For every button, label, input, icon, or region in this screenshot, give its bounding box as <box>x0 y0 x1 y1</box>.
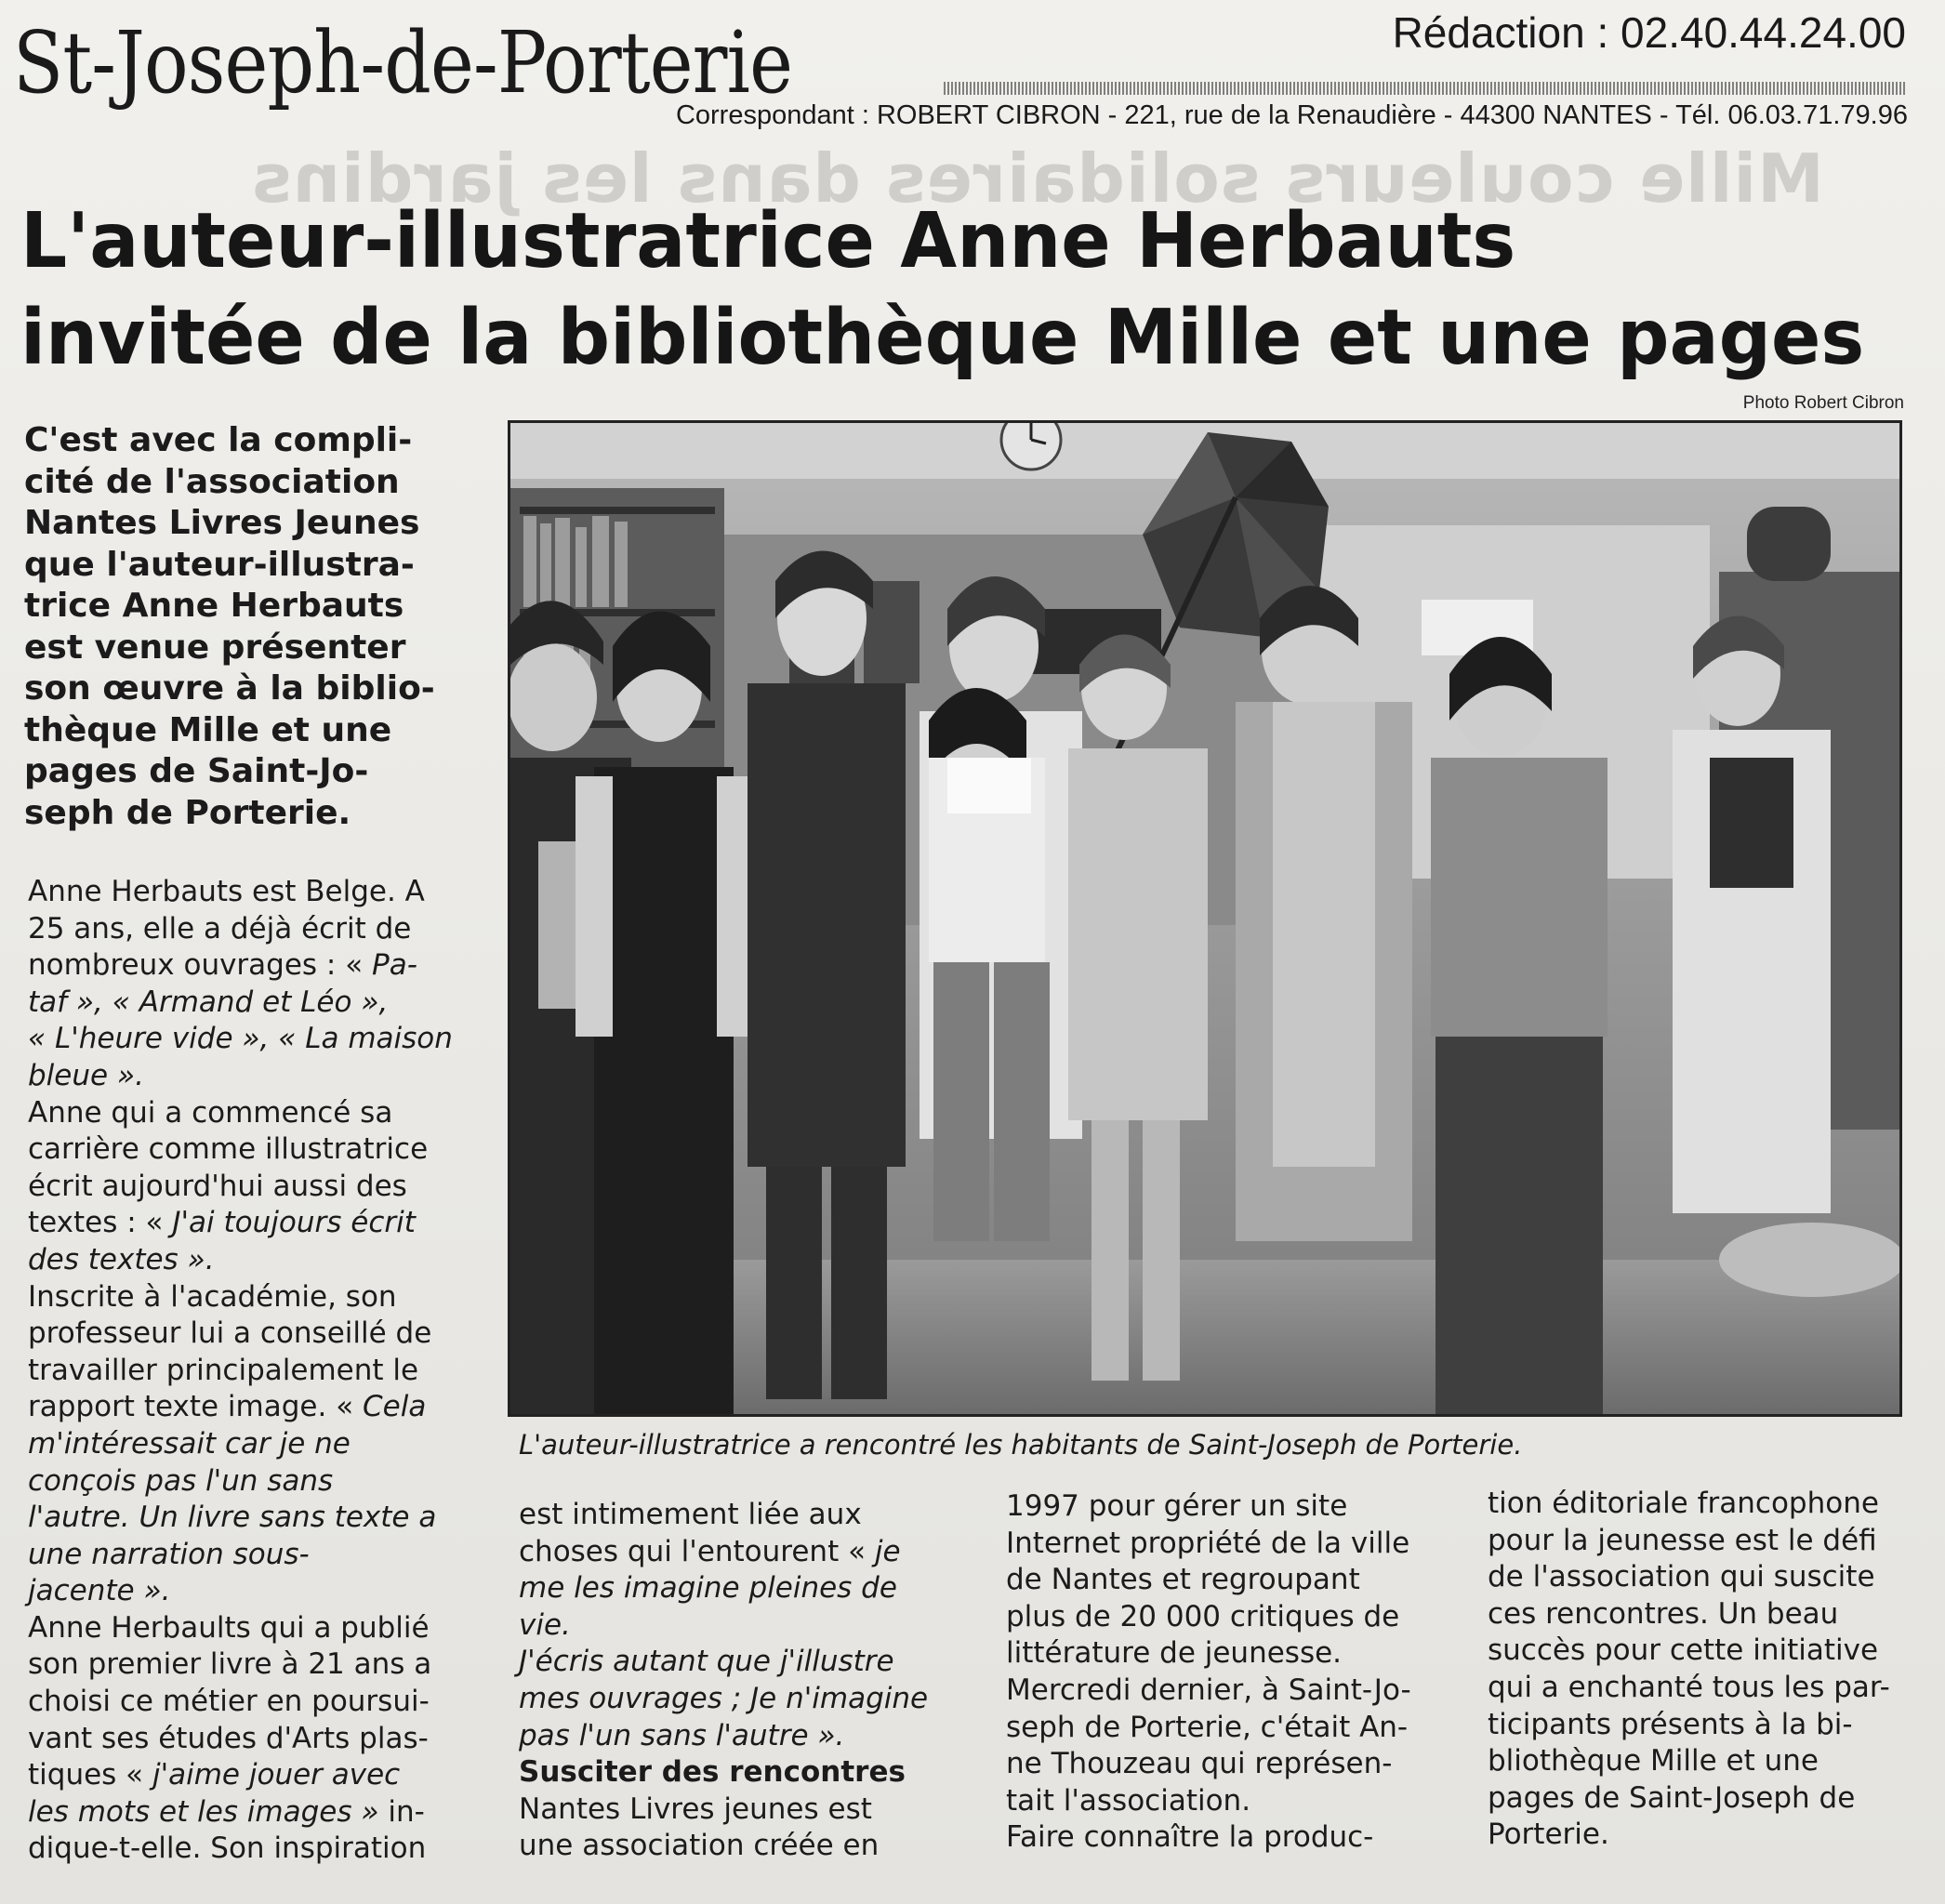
text-line: pas l'un sans l'autre ». <box>519 1718 845 1752</box>
text-line: Nantes Livres jeunes est <box>519 1792 872 1826</box>
text-line: pour la jeunesse est le défi <box>1488 1523 1877 1557</box>
text-line: jacente ». <box>28 1574 171 1608</box>
text-line: succès pour cette initiative <box>1488 1633 1879 1668</box>
lede-line: C'est avec la compli- <box>24 421 413 459</box>
text-line: tait l'association. <box>1006 1783 1251 1818</box>
article-column-4 <box>1488 1486 1890 1854</box>
text-line: Inscrite à l'académie, son <box>28 1279 397 1314</box>
text-line: 1997 pour gérer un site <box>1006 1489 1348 1523</box>
text-line: seph de Porterie, c'était An- <box>1006 1710 1409 1744</box>
lede-line: trice Anne Herbauts <box>24 587 404 625</box>
photo-credit: Photo Robert Cibron <box>1742 393 1904 413</box>
text-line: bliothèque Mille et une <box>1488 1744 1819 1778</box>
lede-line: seph de Porterie. <box>24 793 351 832</box>
text-line: conçois pas l'un sans <box>28 1463 334 1498</box>
text-line: nombreux ouvrages : « Pa- <box>28 948 417 983</box>
text-line: ne Thouzeau qui représen- <box>1006 1747 1393 1781</box>
text-line: des textes ». <box>28 1242 215 1276</box>
text-line: tiques « j'aime jouer avec <box>28 1758 401 1792</box>
text-line: Faire connaître la produc- <box>1006 1820 1374 1855</box>
text-line: professeur lui a conseillé de <box>28 1316 432 1351</box>
group-photo <box>508 420 1902 1417</box>
text-line: Anne Herbaults qui a publié <box>28 1610 430 1645</box>
text-line: une narration sous- <box>28 1537 310 1571</box>
text-line: choses qui l'entourent « je <box>519 1534 901 1568</box>
text-line: Porterie. <box>1488 1818 1609 1852</box>
text-line: une association créée en <box>519 1829 880 1863</box>
text-line: tion éditoriale francophone <box>1488 1487 1879 1520</box>
text-line: m'intéressait car je ne <box>28 1426 351 1461</box>
text-line: dique-t-elle. Son inspiration <box>28 1831 427 1866</box>
text-line: plus de 20 000 critiques de <box>1006 1599 1400 1633</box>
headline-line-2: invitée de la bibliothèque Mille et une pages <box>20 294 1865 382</box>
text-line: de l'association qui suscite <box>1488 1560 1875 1594</box>
text-line: vant ses études d'Arts plas- <box>28 1721 429 1755</box>
article-column-1 <box>28 874 453 1868</box>
text-line: Anne qui a commencé sa <box>28 1095 393 1130</box>
text-line: écrit aujourd'hui aussi des <box>28 1169 407 1203</box>
article-headline <box>20 193 1865 387</box>
text-line: Mercredi dernier, à Saint-Jo- <box>1006 1673 1411 1707</box>
text-line: 25 ans, elle a déjà écrit de <box>28 911 412 945</box>
show-through-headline: Mille couleurs solidaires dans les jardins <box>251 139 1824 218</box>
text-line: choisi ce métier en poursui- <box>28 1685 430 1719</box>
redaction-phone: Rédaction : 02.40.44.24.00 <box>1392 8 1906 57</box>
text-line: rapport texte image. « Cela <box>28 1390 427 1424</box>
hatched-rule <box>944 82 1906 95</box>
text-line: carrière comme illustratrice <box>28 1132 429 1167</box>
section-title: St-Joseph-de-Porterie <box>13 13 793 112</box>
text-line: textes : « J'ai toujours écrit <box>28 1206 416 1240</box>
text-line: ticipants présents à la bi- <box>1488 1707 1853 1741</box>
lede-line: que l'auteur-illustra- <box>24 545 415 584</box>
lede-line: Nantes Livres Jeunes <box>24 504 420 542</box>
text-line: qui a enchanté tous les par- <box>1488 1670 1890 1704</box>
text-line: Internet propriété de la ville <box>1006 1526 1410 1560</box>
text-line: bleue ». <box>28 1058 144 1092</box>
text-line: travailler principalement le <box>28 1353 419 1387</box>
text-line: Anne Herbauts est Belge. A <box>28 875 425 908</box>
lede-line: est venue présenter <box>24 628 406 667</box>
text-line: J'écris autant que j'illustre <box>519 1645 894 1679</box>
article-lede <box>24 420 452 834</box>
lede-line: pages de Saint-Jo- <box>24 752 369 790</box>
text-line: taf », « Armand et Léo », <box>28 985 389 1019</box>
correspondant-line: Correspondant : ROBERT CIBRON - 221, rue de la Renaudière - 44300 NANTES - Tél. 06.03.71.79.96 <box>675 100 1908 130</box>
text-line: mes ouvrages ; Je n'imagine <box>519 1681 929 1715</box>
text-line: de Nantes et regroupant <box>1006 1563 1360 1597</box>
article-column-3 <box>1006 1488 1411 1857</box>
text-line: est intimement liée aux <box>519 1498 862 1531</box>
text-line: ces rencontres. Un beau <box>1488 1596 1839 1631</box>
text-line: pages de Saint-Joseph de <box>1488 1780 1856 1815</box>
text-line: son premier livre à 21 ans a <box>28 1647 432 1682</box>
photo-illustration <box>510 423 1899 1414</box>
lede-line: cité de l'association <box>24 462 400 501</box>
photo-caption: L'auteur-illustratrice a rencontré les habitants de Saint-Joseph de Porterie. <box>519 1429 1523 1461</box>
headline-line-1: L'auteur-illustratrice Anne Herbauts <box>20 197 1516 285</box>
text-line: les mots et les images » in- <box>28 1794 425 1829</box>
text-line: littérature de jeunesse. <box>1006 1636 1343 1671</box>
text-line: me les imagine pleines de <box>519 1571 897 1606</box>
lede-line: son œuvre à la biblio- <box>24 669 435 707</box>
text-line: « L'heure vide », « La maison <box>28 1022 453 1056</box>
lede-line: thèque Mille et une <box>24 710 392 749</box>
text-line: Susciter des rencontres <box>519 1755 906 1790</box>
text-line: vie. <box>519 1607 571 1642</box>
text-line: l'autre. Un livre sans texte a <box>28 1501 437 1535</box>
article-column-2 <box>519 1497 928 1865</box>
